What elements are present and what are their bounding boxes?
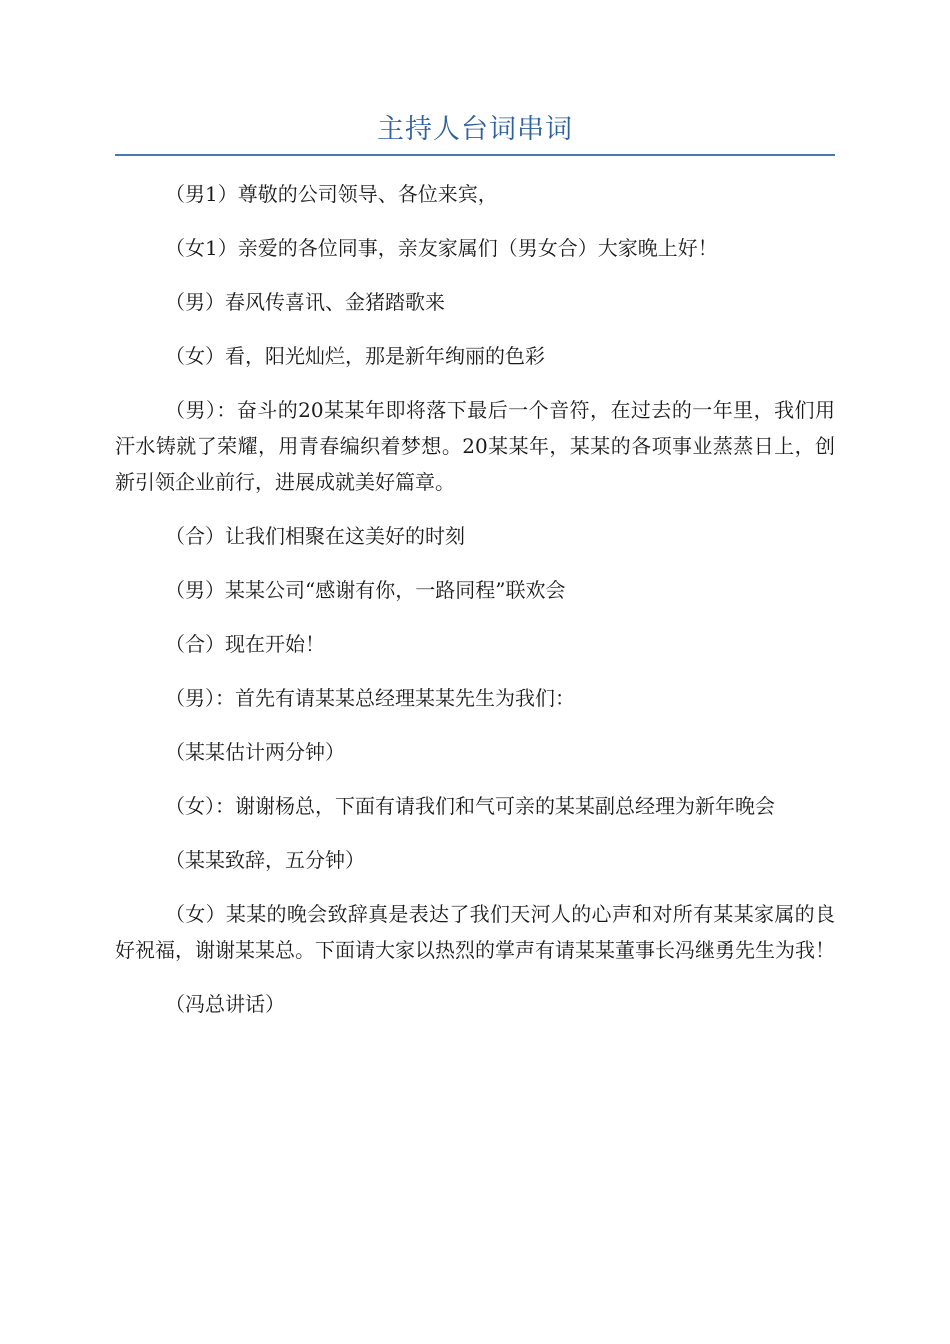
paragraph-3: （男）春风传喜讯、金猪踏歌来 <box>165 290 445 314</box>
paragraph-11: （女）：谢谢杨总，下面有请我们和气可亲的某某副总经理为新年晚会 <box>165 794 775 818</box>
paragraph-6: （合）让我们相聚在这美好的时刻 <box>165 524 465 548</box>
paragraph-8: （合）现在开始！ <box>165 632 325 656</box>
paragraph-7: （男）某某公司“感谢有你，一路同程”联欢会 <box>165 578 566 602</box>
document-body <box>115 176 835 1040</box>
paragraph-12: （某某致辞，五分钟） <box>165 848 365 872</box>
paragraph-14: （冯总讲话） <box>165 992 285 1016</box>
title-underline <box>115 154 835 156</box>
paragraph-4: （女）看，阳光灿烂，那是新年绚丽的色彩 <box>165 344 545 368</box>
paragraph-13: （女）某某的晚会致辞真是表达了我们天河人的心声和对所有某某家属的良好祝福，谢谢某某总。下面请大家以热烈的掌声有请某某董事长冯继勇先生为我！ <box>115 902 835 962</box>
page-title: 主持人台词串词 <box>377 114 573 145</box>
title-block <box>115 110 835 156</box>
paragraph-2: （女1）亲爱的各位同事，亲友家属们（男女合）大家晚上好！ <box>165 236 718 260</box>
paragraph-1: （男1）尊敬的公司领导、各位来宾， <box>165 182 498 206</box>
paragraph-10: （某某估计两分钟） <box>165 740 345 764</box>
paragraph-5: （男）：奋斗的20某某年即将落下最后一个音符，在过去的一年里，我们用汗水铸就了荣耀，用青春编织着梦想。20某某年，某某的各项事业蒸蒸日上，创新引领企业前行，进展成就美好篇章。 <box>115 398 835 494</box>
paragraph-9: （男）：首先有请某某总经理某某先生为我们： <box>165 686 575 710</box>
